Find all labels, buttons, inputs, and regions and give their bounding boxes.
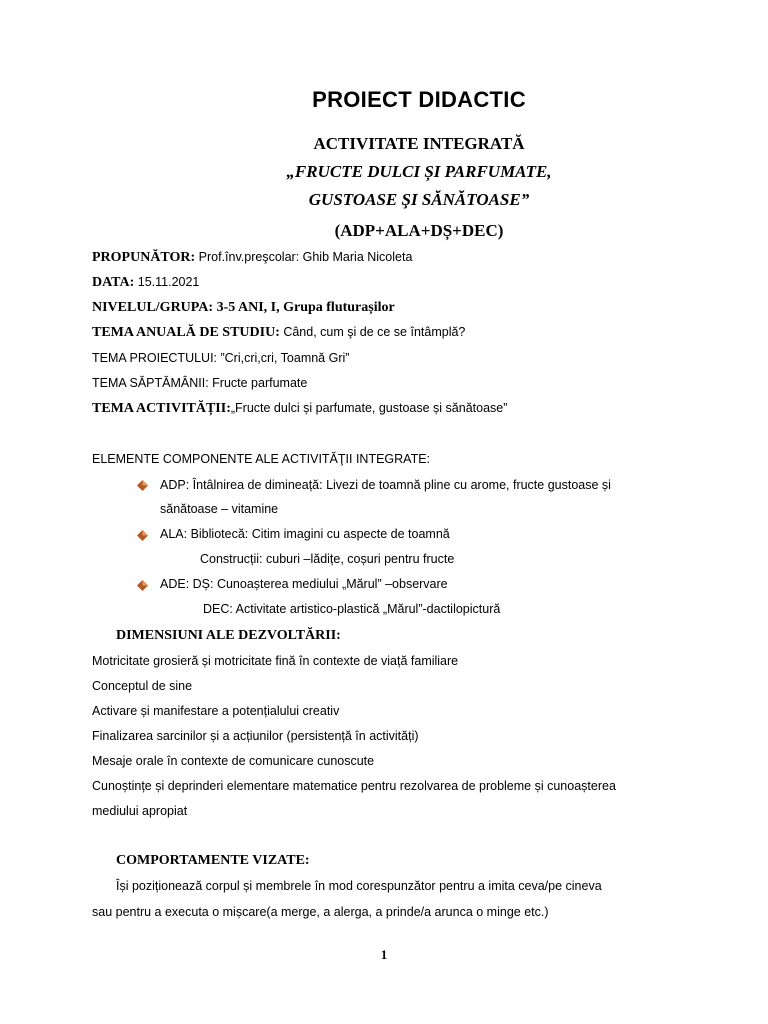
level-label: NIVELUL/GRUPA: 3-5 ANI, I, Grupa fluturașilor: [92, 300, 395, 315]
ala-line-1: ALA: Bibliotecă: Citim imagini cu aspecte de toamnă: [160, 527, 450, 541]
propunator-line: [92, 250, 412, 266]
diamond-bullet-icon: [137, 580, 148, 591]
adp-line-1: ADP: Întâlnirea de dimineață: Livezi de toamnă pline cu arome, fructe gustoase și: [160, 478, 611, 492]
ade-line-1: ADE: DȘ: Cunoașterea mediului „Mărul” –observare: [160, 577, 448, 591]
project-theme-line: TEMA PROIECTULUI: ”Cri,cri,cri, Toamnă Gri”: [92, 351, 350, 365]
dimension-item: mediului apropiat: [92, 804, 188, 818]
activity-theme-label: TEMA ACTIVITĂȚII:: [92, 401, 231, 416]
diamond-bullet-icon: [137, 530, 148, 541]
propunator-label: PROPUNĂTOR:: [92, 250, 196, 265]
date-line: [92, 275, 199, 291]
date-label: DATA:: [92, 275, 135, 290]
page-number: 1: [380, 947, 388, 962]
adp-line-2: sănătoase – vitamine: [160, 502, 279, 516]
dimension-item: Finalizarea sarcinilor și a acțiunilor (persistență în activități): [92, 729, 419, 743]
subtitle-domains: (ADP+ALA+DȘ+DEC): [334, 221, 504, 240]
week-theme-line: TEMA SĂPTĂMÂNII: Fructe parfumate: [92, 376, 308, 390]
subtitle-theme-line-2: GUSTOASE ŞI SĂNĂTOASE”: [308, 190, 530, 209]
dimension-item: Activare și manifestare a potențialului creativ: [92, 704, 340, 718]
activity-theme-value: „Fructe dulci și parfumate, gustoase și sănătoase”: [230, 401, 508, 415]
annual-theme-label: TEMA ANUALĂ DE STUDIU:: [92, 325, 280, 340]
dimension-item: Cunoștințe și deprinderi elementare matematice pentru rezolvarea de probleme și cunoașterea: [92, 779, 616, 793]
annual-theme-line: [92, 325, 465, 341]
subtitle-activity: ACTIVITATE INTEGRATĂ: [313, 134, 525, 153]
subtitle-theme-line-1: „FRUCTE DULCI ȘI PARFUMATE,: [286, 162, 552, 181]
level-line: [92, 300, 395, 316]
behaviors-heading: COMPORTAMENTE VIZATE:: [116, 853, 310, 868]
diamond-bullet-icon: [137, 480, 148, 491]
date-value: 15.11.2021: [134, 275, 200, 289]
behavior-line-2: sau pentru a executa o mișcare(a merge, a alerga, a prinde/a arunca o minge etc.): [92, 905, 549, 919]
dimension-item: Motricitate grosieră și motricitate fină în contexte de viață familiare: [92, 654, 459, 668]
components-heading: ELEMENTE COMPONENTE ALE ACTIVITĂŢII INTEGRATE:: [92, 452, 431, 466]
annual-theme-value: Când, cum şi de ce se întâmplă?: [279, 325, 466, 339]
activity-theme-line: [92, 401, 507, 417]
dimensions-heading: DIMENSIUNI ALE DEZVOLTĂRII:: [116, 628, 341, 643]
behavior-line-1: Își poziționează corpul și membrele în mod corespunzător pentru a imita ceva/pe cineva: [116, 879, 602, 893]
dimension-item: Conceptul de sine: [92, 679, 193, 693]
document-title: PROIECT DIDACTIC: [312, 87, 526, 112]
propunator-value: Prof.înv.preşcolar: Ghib Maria Nicoleta: [195, 250, 413, 264]
ala-line-2: Construcții: cuburi –lădițe, coșuri pentru fructe: [200, 552, 455, 566]
ade-line-2: DEC: Activitate artistico-plastică „Mărul”-dactilopictură: [203, 602, 501, 616]
dimension-item: Mesaje orale în contexte de comunicare cunoscute: [92, 754, 375, 768]
